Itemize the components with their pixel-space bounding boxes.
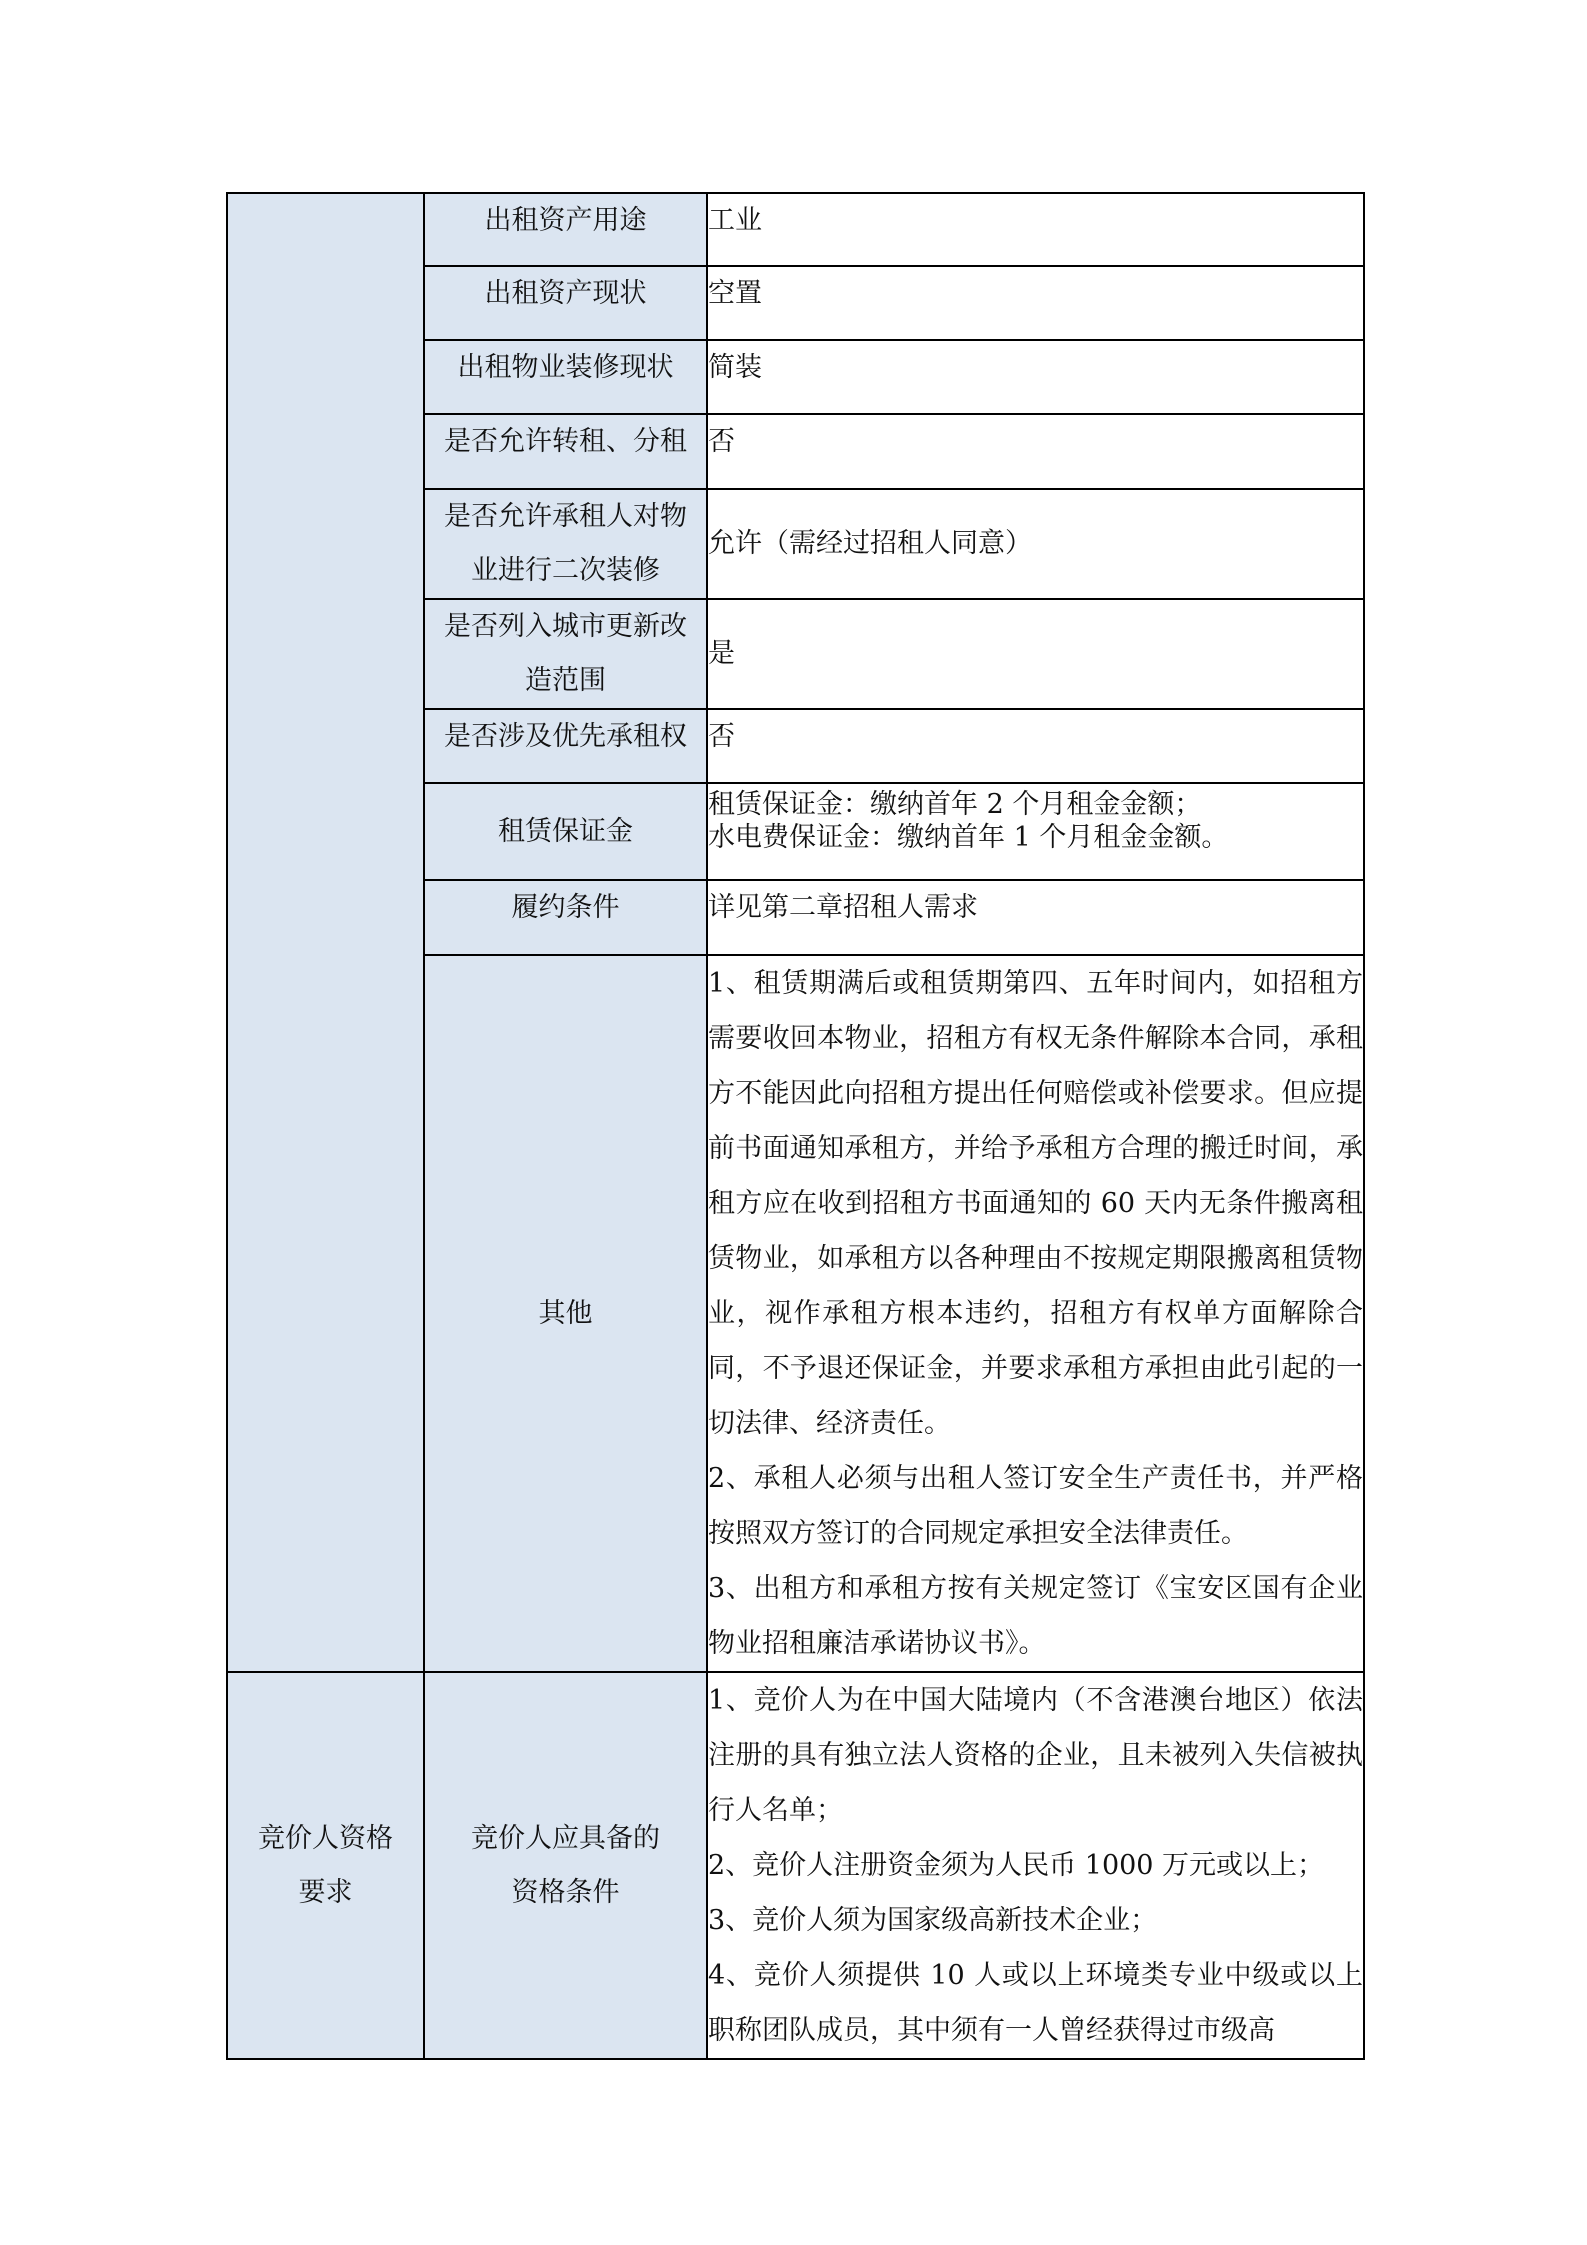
row-label-sublease-allowed: 是否允许转租、分租 bbox=[424, 414, 707, 489]
other-clause-3: 3、出租方和承租方按有关规定签订《宝安区国有企业物业招租廉洁承诺协议书》。 bbox=[708, 1573, 1363, 1659]
qualification-group-cell: 竞价人资格 要求 bbox=[227, 1672, 424, 2059]
lease-info-table bbox=[226, 192, 1365, 2060]
row-value-asset-use: 工业 bbox=[707, 193, 1364, 266]
row-label-other: 其他 bbox=[424, 955, 707, 1672]
table-row bbox=[227, 193, 1364, 266]
qualification-item-4: 4、竞价人须提供 10 人或以上环境类专业中级或以上职称团队成员，其中须有一人曾经获得过市级高 bbox=[708, 1960, 1363, 2046]
other-clause-2: 2、承租人必须与出租人签订安全生产责任书，并严格按照双方签订的合同规定承担安全法律责任。 bbox=[708, 1463, 1363, 1549]
row-label-asset-use: 出租资产用途 bbox=[424, 193, 707, 266]
row-label-deposit: 租赁保证金 bbox=[424, 783, 707, 880]
row-value-performance-conditions: 详见第二章招租人需求 bbox=[707, 880, 1364, 955]
row-label-performance-conditions: 履约条件 bbox=[424, 880, 707, 955]
qualification-item-3: 3、竞价人须为国家级高新技术企业； bbox=[708, 1905, 1158, 1936]
row-label-secondary-decoration: 是否允许承租人对物 业进行二次装修 bbox=[424, 489, 707, 599]
row-label-urban-renewal: 是否列入城市更新改 造范围 bbox=[424, 599, 707, 709]
asset-info-group-cell bbox=[227, 193, 424, 1672]
row-value-deposit: 租赁保证金：缴纳首年 2 个月租金金额； 水电费保证金：缴纳首年 1 个月租金金额。 bbox=[707, 783, 1364, 880]
row-value-secondary-decoration: 允许（需经过招租人同意） bbox=[707, 489, 1364, 599]
qualification-item-1: 1、竞价人为在中国大陆境内（不含港澳台地区）依法注册的具有独立法人资格的企业，且未被列入失信被执行人名单； bbox=[708, 1685, 1363, 1826]
other-clause-1: 1、租赁期满后或租赁期第四、五年时间内，如招租方需要收回本物业，招租方有权无条件解除本合同，承租方不能因此向招租方提出任何赔偿或补偿要求。但应提前书面通知承租方，并给予承租方合理的搬迁时间，承租方应在收到招租方书面通知的 60 天内无条件搬离租赁物业，如承租方以各种理由不按规定期限搬离租赁物业，视作承租方根本违约，招租方有权单方面解除合同，不予退还保证金，并要求承租方承担由此引起的一切法律、经济责任。 bbox=[708, 968, 1363, 1439]
row-value-other bbox=[707, 955, 1364, 1672]
row-label-qualification-conditions: 竞价人应具备的 资格条件 bbox=[424, 1672, 707, 2059]
row-value-priority-lease-right: 否 bbox=[707, 709, 1364, 783]
row-label-priority-lease-right: 是否涉及优先承租权 bbox=[424, 709, 707, 783]
qualification-item-2: 2、竞价人注册资金须为人民币 1000 万元或以上； bbox=[708, 1850, 1325, 1881]
row-value-decoration-status: 简装 bbox=[707, 340, 1364, 414]
row-value-asset-status: 空置 bbox=[707, 266, 1364, 340]
row-value-urban-renewal: 是 bbox=[707, 599, 1364, 709]
table-row bbox=[227, 1672, 1364, 2059]
row-label-asset-status: 出租资产现状 bbox=[424, 266, 707, 340]
row-label-decoration-status: 出租物业装修现状 bbox=[424, 340, 707, 414]
row-value-sublease-allowed: 否 bbox=[707, 414, 1364, 489]
row-value-qualification-conditions bbox=[707, 1672, 1364, 2059]
